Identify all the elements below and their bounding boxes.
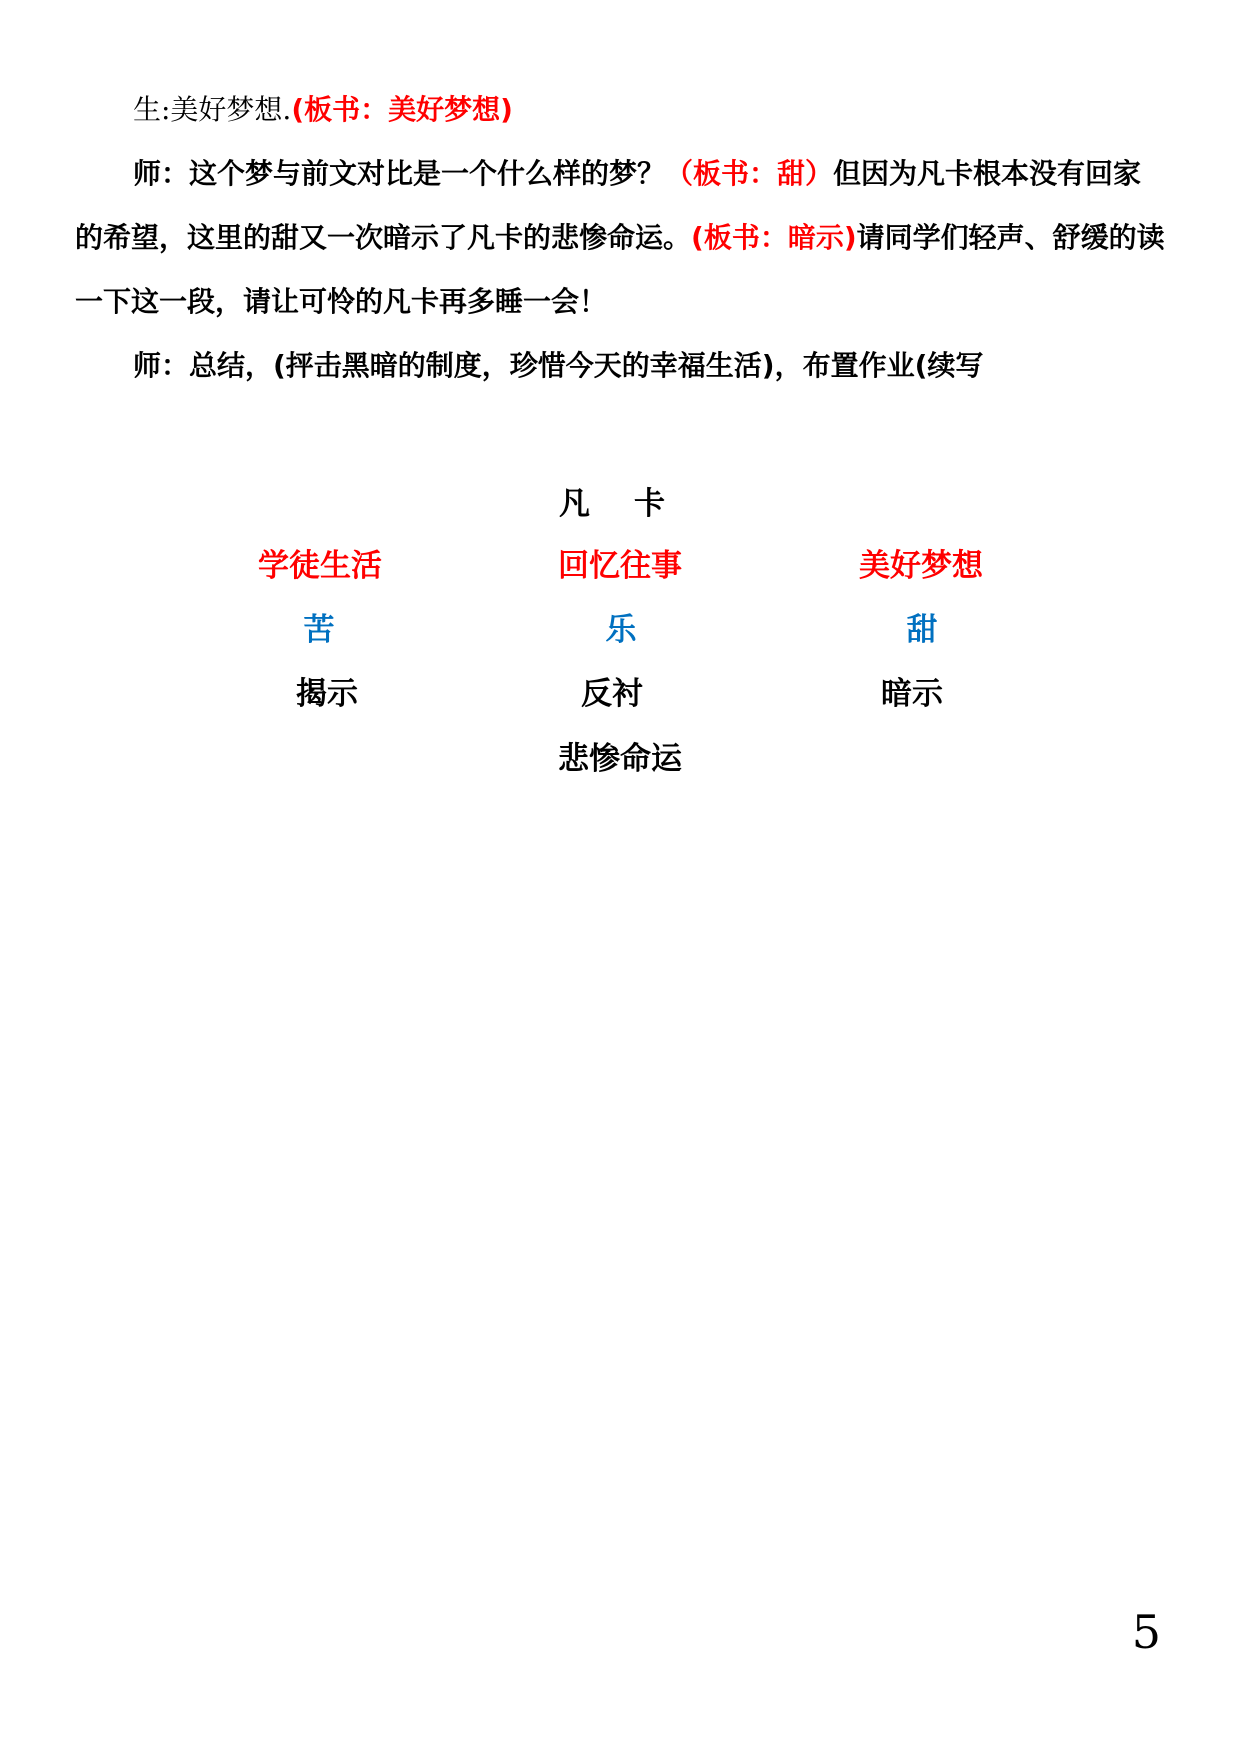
- board-effect-hint: 暗示: [881, 676, 943, 712]
- paragraph-summary: [75, 334, 1167, 398]
- board-event-apprentice: 学徒生活: [258, 548, 382, 584]
- board-event-dream: 美好梦想: [859, 548, 983, 584]
- board-event-memory: 回忆往事: [558, 548, 682, 584]
- board-note-hint: (板书：暗示): [691, 221, 857, 254]
- teacher-question-text: 师：这个梦与前文对比是一个什么样的梦？: [133, 157, 666, 190]
- paragraph-teacher-dream: [75, 142, 1167, 334]
- paragraph-student-answer: [75, 78, 1167, 142]
- board-effect-reveal: 揭示: [296, 676, 358, 712]
- board-title: 凡卡: [559, 486, 709, 522]
- student-answer-text: 生:美好梦想.: [133, 93, 292, 126]
- board-effect-contrast: 反衬: [581, 676, 643, 712]
- board-note-dream: (板书：美好梦想): [291, 93, 513, 126]
- board-feeling-joy: 乐: [605, 612, 637, 648]
- teacher-reading-instruction: 请同学们轻声、舒缓的读一下这一段，请让可怜的凡卡再多睡一会！: [75, 221, 1165, 318]
- teacher-explanation-text: 但因为凡卡根本没有回家的希望，这里的甜又一次暗示了凡卡的悲惨命运。: [75, 157, 1142, 254]
- page-number: 5: [1131, 1605, 1161, 1659]
- board-note-sweet: （板书：甜）: [665, 157, 834, 190]
- summary-text: 师：总结，(抨击黑暗的制度，珍惜今天的幸福生活)，布置作业(续写: [133, 349, 984, 382]
- board-feeling-sweet: 甜: [906, 612, 938, 648]
- board-feeling-bitter: 苦: [303, 612, 335, 648]
- board-conclusion: 悲惨命运: [558, 741, 682, 777]
